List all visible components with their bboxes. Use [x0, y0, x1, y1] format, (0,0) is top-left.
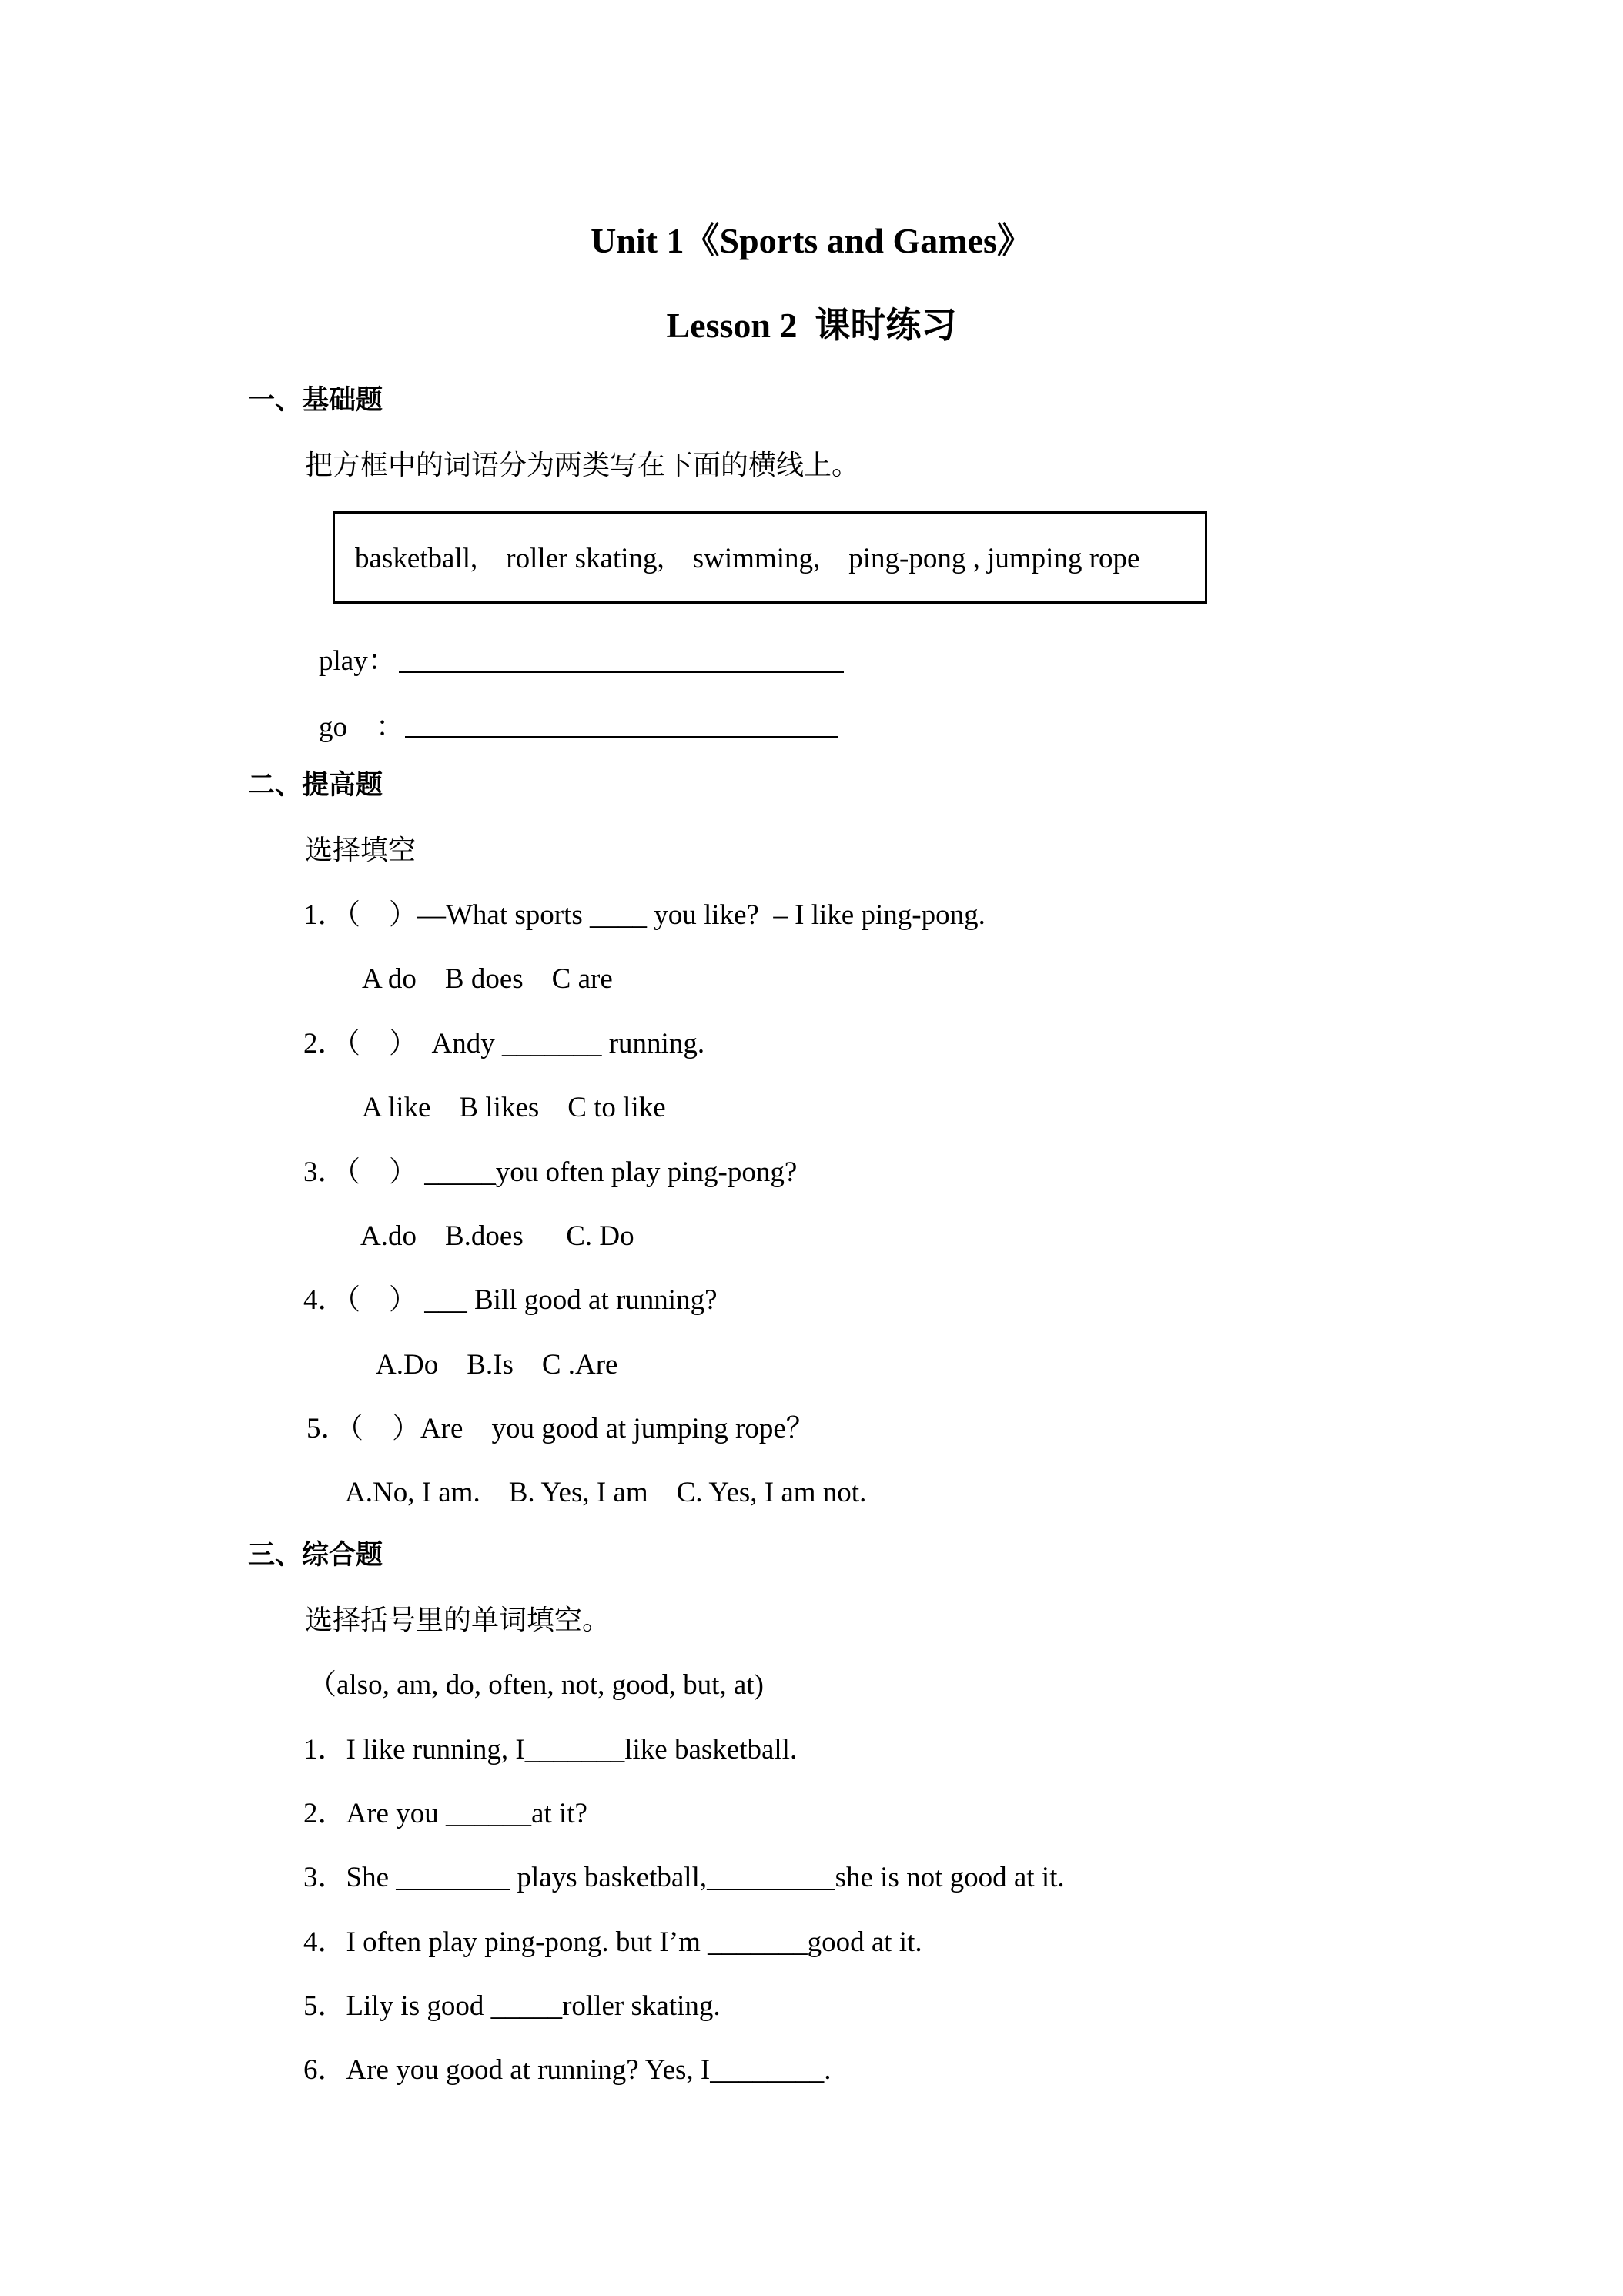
worksheet-title: Unit 1《Sports and Games》	[591, 221, 1032, 260]
section2-instruction: 选择填空	[305, 835, 417, 866]
question-3-options: A.do B.does C. Do	[360, 1220, 634, 1252]
play-label: play：	[319, 645, 397, 677]
play-answer-line[interactable]	[399, 671, 844, 673]
fill-item-3: 3．She ________ plays basketball,_________she is not good at it.	[303, 1862, 1065, 1893]
question-5: 5．（ ）Are you good at jumping rope？	[306, 1413, 815, 1444]
word-box-words: basketball, roller skating, swimming, ping-pong , jumping rope	[355, 543, 1140, 574]
question-5-options: A.No, I am. B. Yes, I am C. Yes, I am not.	[345, 1477, 867, 1508]
go-answer-line[interactable]	[405, 736, 838, 738]
fill-item-1: 1．I like running, I_______like basketball.	[303, 1734, 798, 1766]
question-3: 3．（ ） _____you often play ping-pong?	[303, 1156, 798, 1188]
fill-item-5: 5．Lily is good _____roller skating.	[303, 1990, 721, 2022]
question-2-options: A like B likes C to like	[362, 1092, 666, 1123]
section2-heading: 二、提高题	[248, 770, 383, 801]
section1-instruction: 把方框中的词语分为两类写在下面的横线上。	[305, 450, 860, 481]
section3-heading: 三、综合题	[248, 1540, 383, 1571]
question-2: 2．（ ） Andy _______ running.	[303, 1028, 705, 1059]
fill-item-4: 4．I often play ping-pong. but I’m _______good at it.	[303, 1926, 922, 1958]
word-box	[333, 511, 1207, 604]
go-label: go ：	[319, 711, 404, 743]
lesson-subtitle: Lesson 2 课时练习	[666, 306, 957, 345]
section3-word-list: （also, am, do, often, not, good, but, at)	[308, 1669, 764, 1701]
section3-instruction: 选择括号里的单词填空。	[305, 1605, 611, 1636]
section1-heading: 一、基础题	[248, 385, 383, 416]
question-4: 4．（ ） ___ Bill good at running?	[303, 1284, 718, 1316]
fill-item-2: 2．Are you ______at it?	[303, 1798, 587, 1829]
fill-item-6: 6．Are you good at running? Yes, I________.	[303, 2054, 832, 2086]
question-1: 1．（ ）—What sports ____ you like? – I like ping-pong.	[303, 899, 986, 931]
question-4-options: A.Do B.Is C .Are	[376, 1349, 618, 1381]
question-1-options: A do B does C are	[362, 963, 613, 995]
